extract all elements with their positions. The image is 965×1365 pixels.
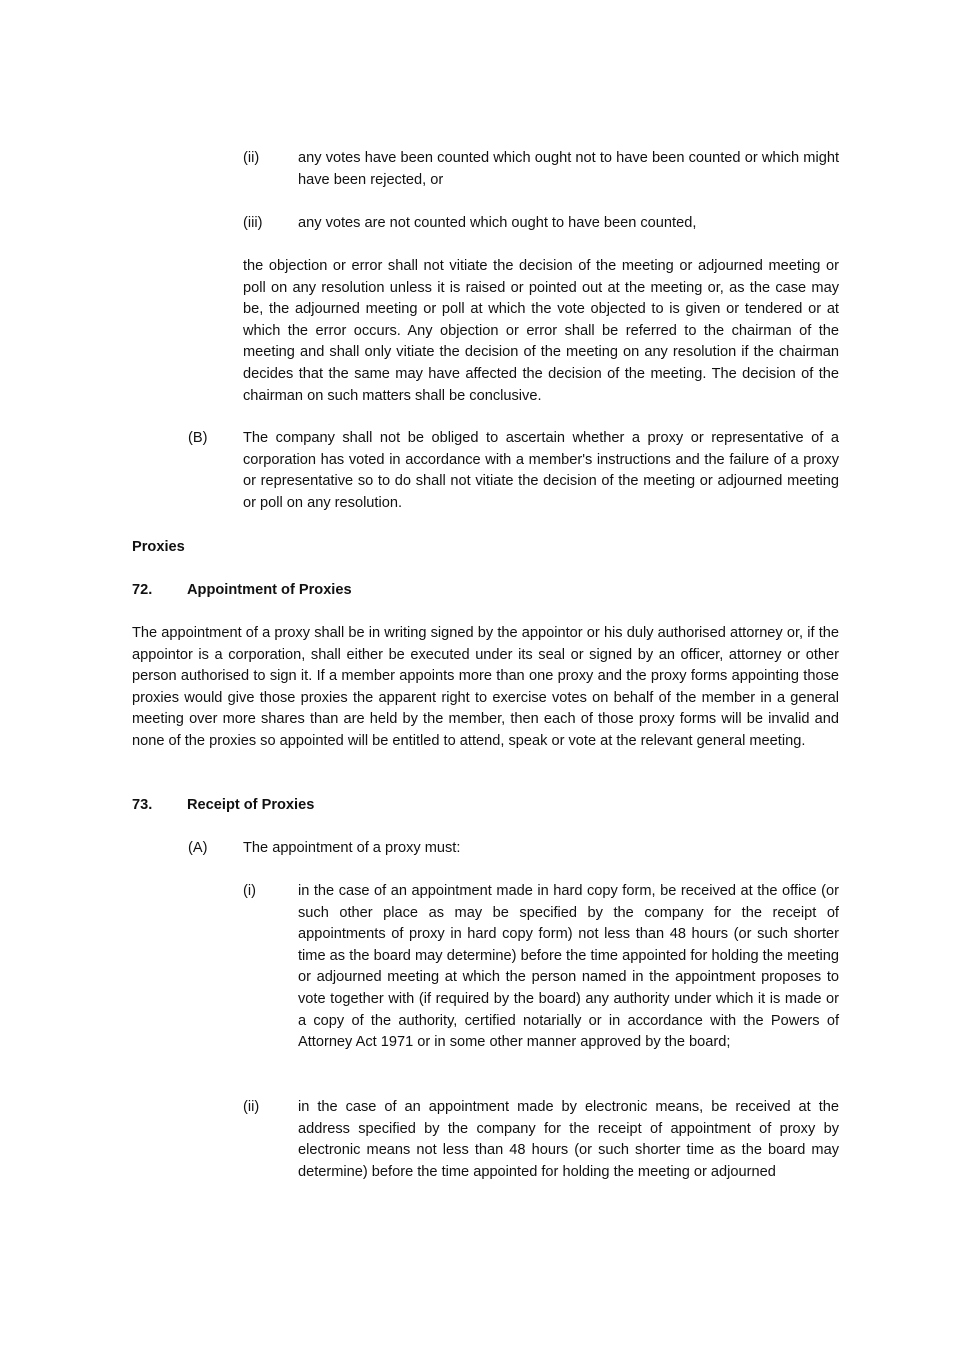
clause-ii <box>243 148 839 191</box>
clause-iii <box>243 213 839 235</box>
objection-paragraph: the objection or error shall not vitiate the decision of the meeting or adjourned meeting or poll on any resolution unless it is raised or pointed out at the meeting or, as the case may be, the adjourned meeting or poll at which the vote objected to is given or tendered or at which the error occurs. Any objection or error shall be referred to the chairman of the meeting and shall only vitiate the decision of the meeting on any resolution if the chairman decides that the same may have affected the decision of the meeting. The decision of the chairman on such matters shall be conclusive. <box>243 258 839 404</box>
article-72-title: Appointment of Proxies <box>187 582 352 598</box>
clause-ii-text: any votes have been counted which ought not to have been counted or which might have been rejected, or <box>298 150 839 188</box>
clause-B-text: The company shall not be obliged to ascertain whether a proxy or representative of a corporation has voted in accordance with a member's instructions and the failure of a proxy or representative so to do shall not vitiate the decision of the meeting or adjourned meeting or poll on any resolution. <box>243 430 839 511</box>
clause-73-A-label: (A) <box>188 840 208 856</box>
article-73-title: Receipt of Proxies <box>187 797 315 813</box>
clause-ii-label: (ii) <box>243 150 260 166</box>
clause-73-ii-label: (ii) <box>243 1099 260 1115</box>
clause-73-A <box>188 838 839 860</box>
clause-B <box>188 428 839 514</box>
article-73-heading <box>132 795 314 817</box>
clause-B-label: (B) <box>188 430 208 446</box>
section-title: Proxies <box>132 539 185 555</box>
clause-73-A-text: The appointment of a proxy must: <box>243 840 461 856</box>
article-72-number: 72. <box>132 582 153 598</box>
clause-73-i <box>243 881 839 1054</box>
clause-iii-label: (iii) <box>243 215 263 231</box>
article-72-heading <box>132 580 352 602</box>
article-73-number: 73. <box>132 797 153 813</box>
clause-73-i-label: (i) <box>243 883 256 899</box>
clause-73-i-text: in the case of an appointment made in hard copy form, be received at the office (or such other place as may be specified by the company for the receipt of appointments of proxy in hard copy form) not less than 48 hours (or such shorter time as the board may determine) before the time appointed for holding the meeting or adjourned meeting at which the person named in the appointment proposes to vote together with (if required by the board) any authority under which it is made or a copy of the authority, certified notarially or in accordance with the Powers of Attorney Act 1971 or in some other manner approved by the board; <box>298 883 839 1051</box>
article-72-body: The appointment of a proxy shall be in writing signed by the appointor or his duly authorised attorney or, if the appointor is a corporation, shall either be executed under its seal or signed by an officer, attorney or other person authorised to sign it. If a member appoints more than one proxy and the proxy forms appointing those proxies would give those proxies the apparent right to exercise votes on behalf of the member in a general meeting over more shares than are held by the member, then each of those proxy forms will be invalid and none of the proxies so appointed will be entitled to attend, speak or vote at the relevant general meeting. <box>132 625 839 749</box>
clause-iii-text: any votes are not counted which ought to have been counted, <box>298 215 697 231</box>
clause-73-ii-text: in the case of an appointment made by electronic means, be received at the address specified by the company for the receipt of appointment of proxy by electronic means not less than 48 hours (or such shorter time as the board may determine) before the time appointed for holding the meeting or adjourned <box>298 1099 839 1180</box>
clause-73-ii <box>243 1097 839 1183</box>
